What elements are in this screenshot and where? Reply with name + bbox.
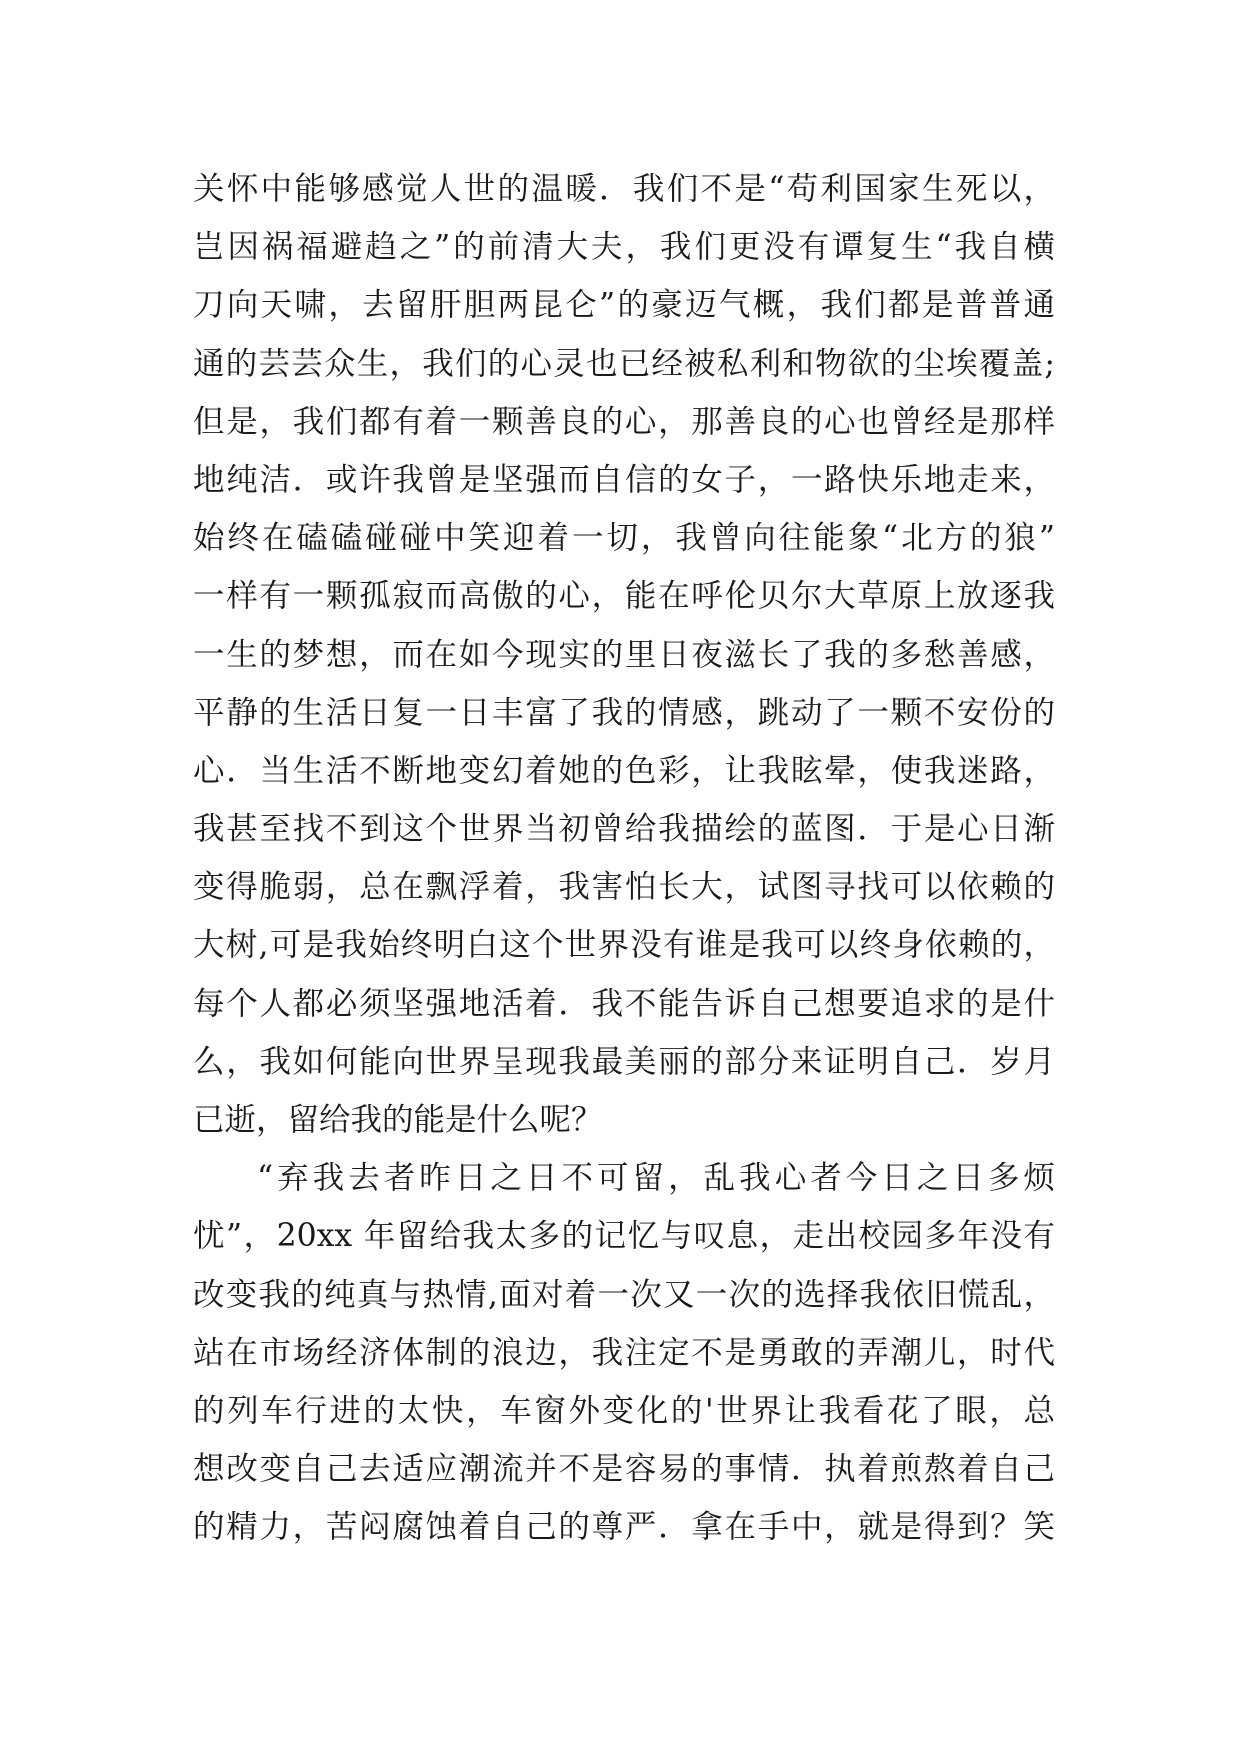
paragraph-first-line: “弃我去者昨日之日不可留，乱我心者今日之日多烦 — [257, 1160, 1055, 1197]
text-line: 但是，我们都有着一颗善良的心，那善良的心也曾经是那样 — [193, 403, 1055, 440]
text-line: 我甚至找不到这个世界当初曾给我描绘的蓝图．于是心日渐 — [193, 811, 1055, 848]
text-line: 平静的生活日复一日丰富了我的情感，跳动了一颗不安份的 — [193, 694, 1055, 731]
text-line: 变得脆弱，总在飘浮着，我害怕长大，试图寻找可以依赖的 — [193, 869, 1055, 906]
text-line: 一样有一颗孤寂而高傲的心，能在呼伦贝尔大草原上放逐我 — [193, 578, 1055, 615]
text-line: 忧”，20xx 年留给我太多的记忆与叹息，走出校园多年没有 — [193, 1218, 1055, 1255]
text-line: 大树,可是我始终明白这个世界没有谁是我可以终身依赖的， — [193, 927, 1055, 964]
text-line: 的列车行进的太快，车窗外变化的'世界让我看花了眼，总 — [193, 1392, 1055, 1429]
text-line: 想改变自己去适应潮流并不是容易的事情．执着煎熬着自己 — [193, 1451, 1055, 1488]
text-line: 地纯洁．或许我曾是坚强而自信的女子，一路快乐地走来， — [193, 461, 1055, 498]
text-line: 站在市场经济体制的浪边，我注定不是勇敢的弄潮儿，时代 — [193, 1334, 1055, 1371]
text-line: 通的芸芸众生，我们的心灵也已经被私利和物欲的尘埃覆盖; — [193, 345, 1055, 382]
text-line: 始终在磕磕碰碰中笑迎着一切，我曾向往能象“北方的狼” — [193, 520, 1055, 557]
text-line: 的精力，苦闷腐蚀着自己的尊严．拿在手中，就是得到？笑 — [193, 1509, 1055, 1546]
text-line: 心．当生活不断地变幻着她的色彩，让我眩晕，使我迷路， — [193, 752, 1055, 789]
text-line: 每个人都必须坚强地活着．我不能告诉自己想要追求的是什 — [193, 985, 1055, 1022]
text-line: 改变我的纯真与热情,面对着一次又一次的选择我依旧慌乱， — [193, 1276, 1055, 1313]
body-text — [193, 160, 1055, 1557]
text-line: 么，我如何能向世界呈现我最美丽的部分来证明自己．岁月 — [193, 1043, 1055, 1080]
text-line: 岂因祸福避趋之”的前清大夫，我们更没有谭复生“我自横 — [193, 229, 1055, 266]
text-line: 关怀中能够感觉人世的温暖．我们不是“苟利国家生死以， — [193, 171, 1055, 207]
text-line: 已逝，留给我的能是什么呢？ — [193, 1102, 603, 1138]
text-line: 一生的梦想，而在如今现实的里日夜滋长了我的多愁善感， — [193, 636, 1055, 673]
text-line: 刀向天啸，去留肝胆两昆仑”的豪迈气概，我们都是普普通 — [193, 287, 1055, 324]
